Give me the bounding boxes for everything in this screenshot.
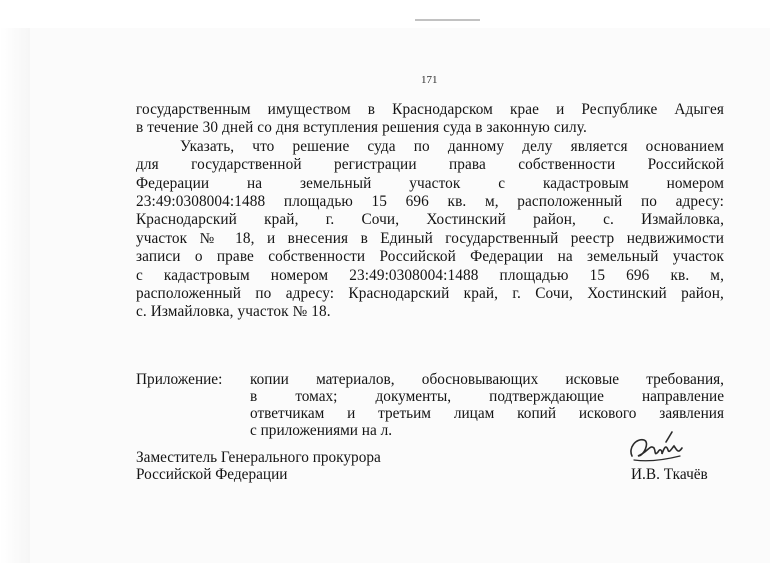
document-body (136, 101, 724, 322)
body-line-text: Указать, что решение суда по данному делу является основанием (180, 137, 724, 155)
body-line: государственным имуществом в Краснодарском крае и Республике Адыгея (136, 101, 724, 118)
body-line: с кадастровым номером 23:49:0308004:1488 площадью 15 696 кв. м, (136, 266, 724, 284)
body-line: в течение 30 дней со дня вступления решения суда в законную силу. (136, 119, 587, 137)
appendix-line: с приложениями на л. (250, 422, 393, 439)
appendix-line: копии материалов, обосновывающих исковые требования, (250, 371, 724, 388)
body-line: с. Измайловка, участок № 18. (136, 303, 331, 321)
appendix-line: ответчикам и третьим лицам копий искового заявления (250, 405, 724, 422)
signer-position-line: Заместитель Генерального прокурора (136, 449, 381, 466)
scan-left-edge (0, 28, 30, 563)
scan-top-margin (0, 0, 770, 28)
page-number: 171 (421, 74, 438, 86)
signer-position-line: Российской Федерации (136, 466, 288, 483)
signature-position (136, 449, 381, 483)
body-line: участок № 18, и внесения в Единый государственный реестр недвижимости (136, 229, 724, 247)
body-line: для государственной регистрации права собственности Российской (136, 156, 724, 174)
body-line: Федерации на земельный участок с кадастровым номером (136, 174, 724, 192)
handwritten-signature-icon (624, 426, 694, 470)
body-line-indented (136, 138, 724, 156)
scan-artifact-line (415, 19, 480, 21)
appendix-label: Приложение: (136, 371, 223, 388)
body-line: расположенный по адресу: Краснодарский край, г. Сочи, Хостинский район, (136, 285, 724, 303)
body-line: 23:49:0308004:1488 площадью 15 696 кв. м, расположенный по адресу: (136, 193, 724, 211)
signer-name: И.В. Ткачёв (631, 466, 708, 483)
appendix-line: в томах; документы, подтверждающие направление (250, 388, 724, 405)
body-line: записи о праве собственности Российской Федерации на земельный участок (136, 248, 724, 266)
body-line: Краснодарский край, г. Сочи, Хостинский район, с. Измайловка, (136, 211, 724, 229)
